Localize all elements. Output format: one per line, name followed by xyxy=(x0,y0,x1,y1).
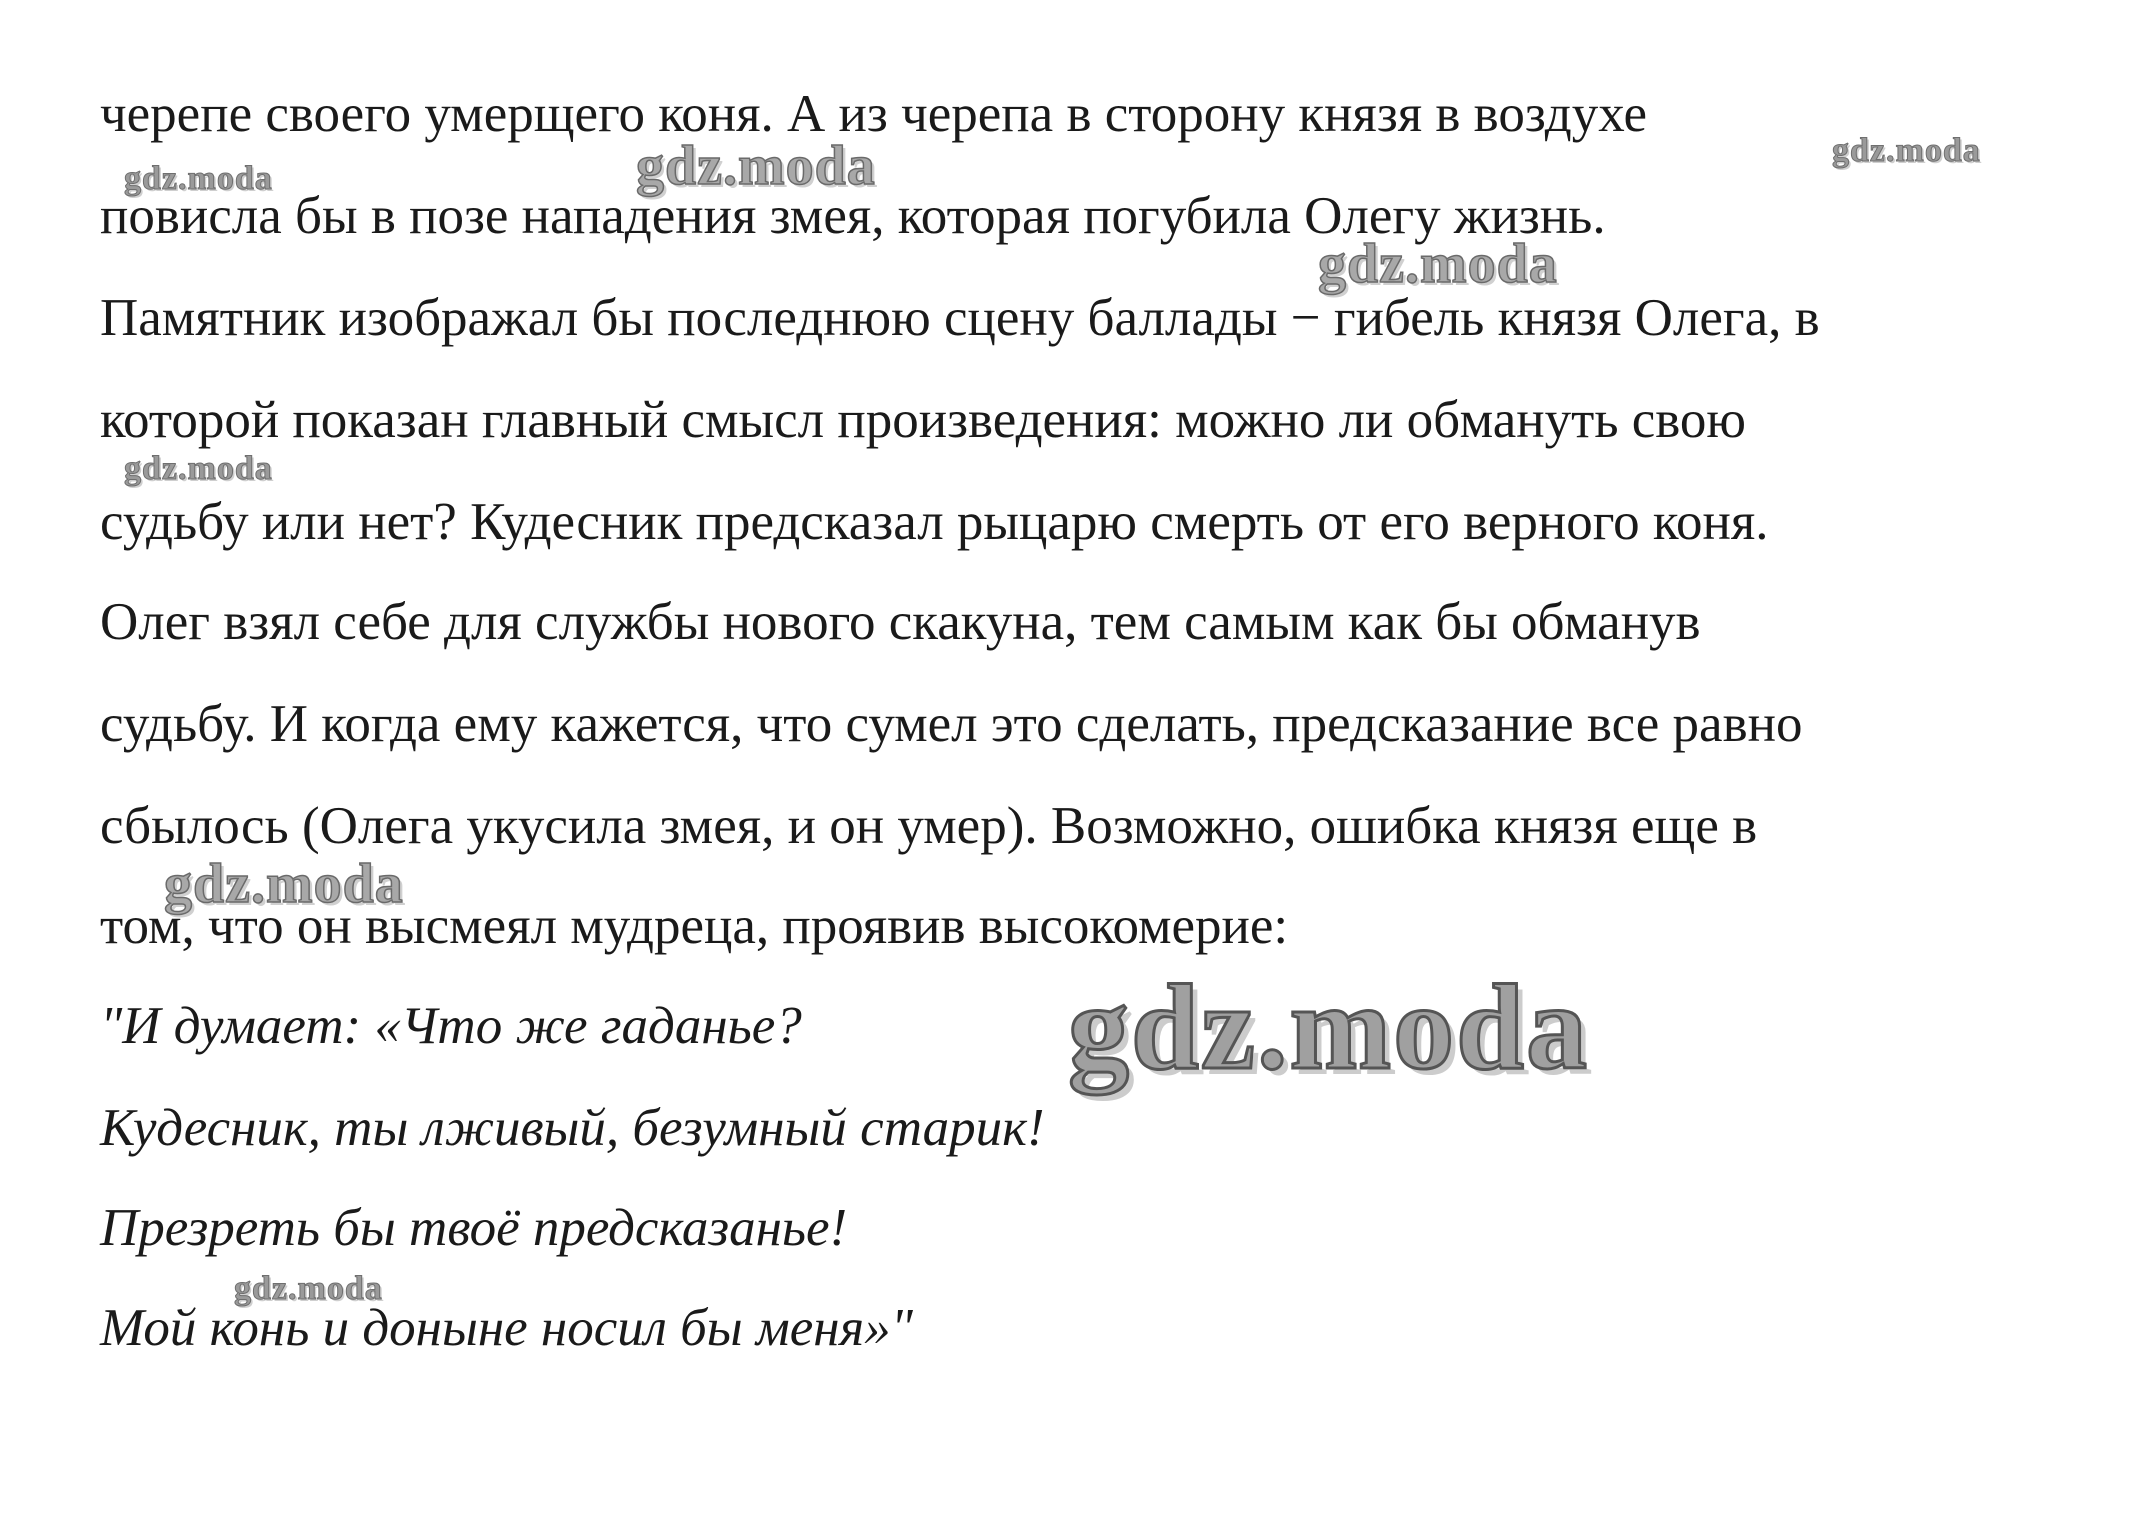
watermark-logo: gdz.moda xyxy=(124,160,273,197)
text-line: повисла бы в позе нападения змея, которая погубила Олегу жизнь. xyxy=(100,187,1606,245)
text-line: Памятник изображал бы последнюю сцену баллады − гибель князя Олега, в xyxy=(100,289,1820,347)
watermark-logo: gdz.moda xyxy=(164,853,404,915)
watermark-logo: gdz.moda xyxy=(1318,233,1558,295)
text-line: сбылось (Олега укусила змея, и он умер). Возможно, ошибка князя еще в xyxy=(100,797,1758,855)
watermark-logo: gdz.moda xyxy=(124,450,273,487)
verse-line: Мой конь и доныне носил бы меня»" xyxy=(100,1299,913,1357)
text-line: судьбу. И когда ему кажется, что сумел это сделать, предсказание все равно xyxy=(100,695,1803,753)
text-line: том, что он высмеял мудреца, проявив высокомерие: xyxy=(100,897,1289,955)
verse-line: Кудесник, ты лживый, безумный старик! xyxy=(100,1099,1045,1157)
watermark-logo: gdz.moda xyxy=(1068,960,1589,1095)
text-line: черепе своего умерщего коня. А из черепа в сторону князя в воздухе xyxy=(100,85,1647,143)
watermark-logo: gdz.moda xyxy=(1832,132,1981,169)
text-line: судьбу или нет? Кудесник предсказал рыцарю смерть от его верного коня. xyxy=(100,493,1769,551)
verse-line: "И думает: «Что же гаданье? xyxy=(100,997,802,1055)
watermark-logo: gdz.moda xyxy=(636,135,876,197)
text-line: которой показан главный смысл произведения: можно ли обмануть свою xyxy=(100,391,1747,449)
text-line: Олег взял себе для службы нового скакуна, тем самым как бы обманув xyxy=(100,593,1701,651)
verse-line: Презреть бы твоё предсказанье! xyxy=(100,1199,848,1257)
watermark-logo: gdz.moda xyxy=(234,1270,383,1307)
